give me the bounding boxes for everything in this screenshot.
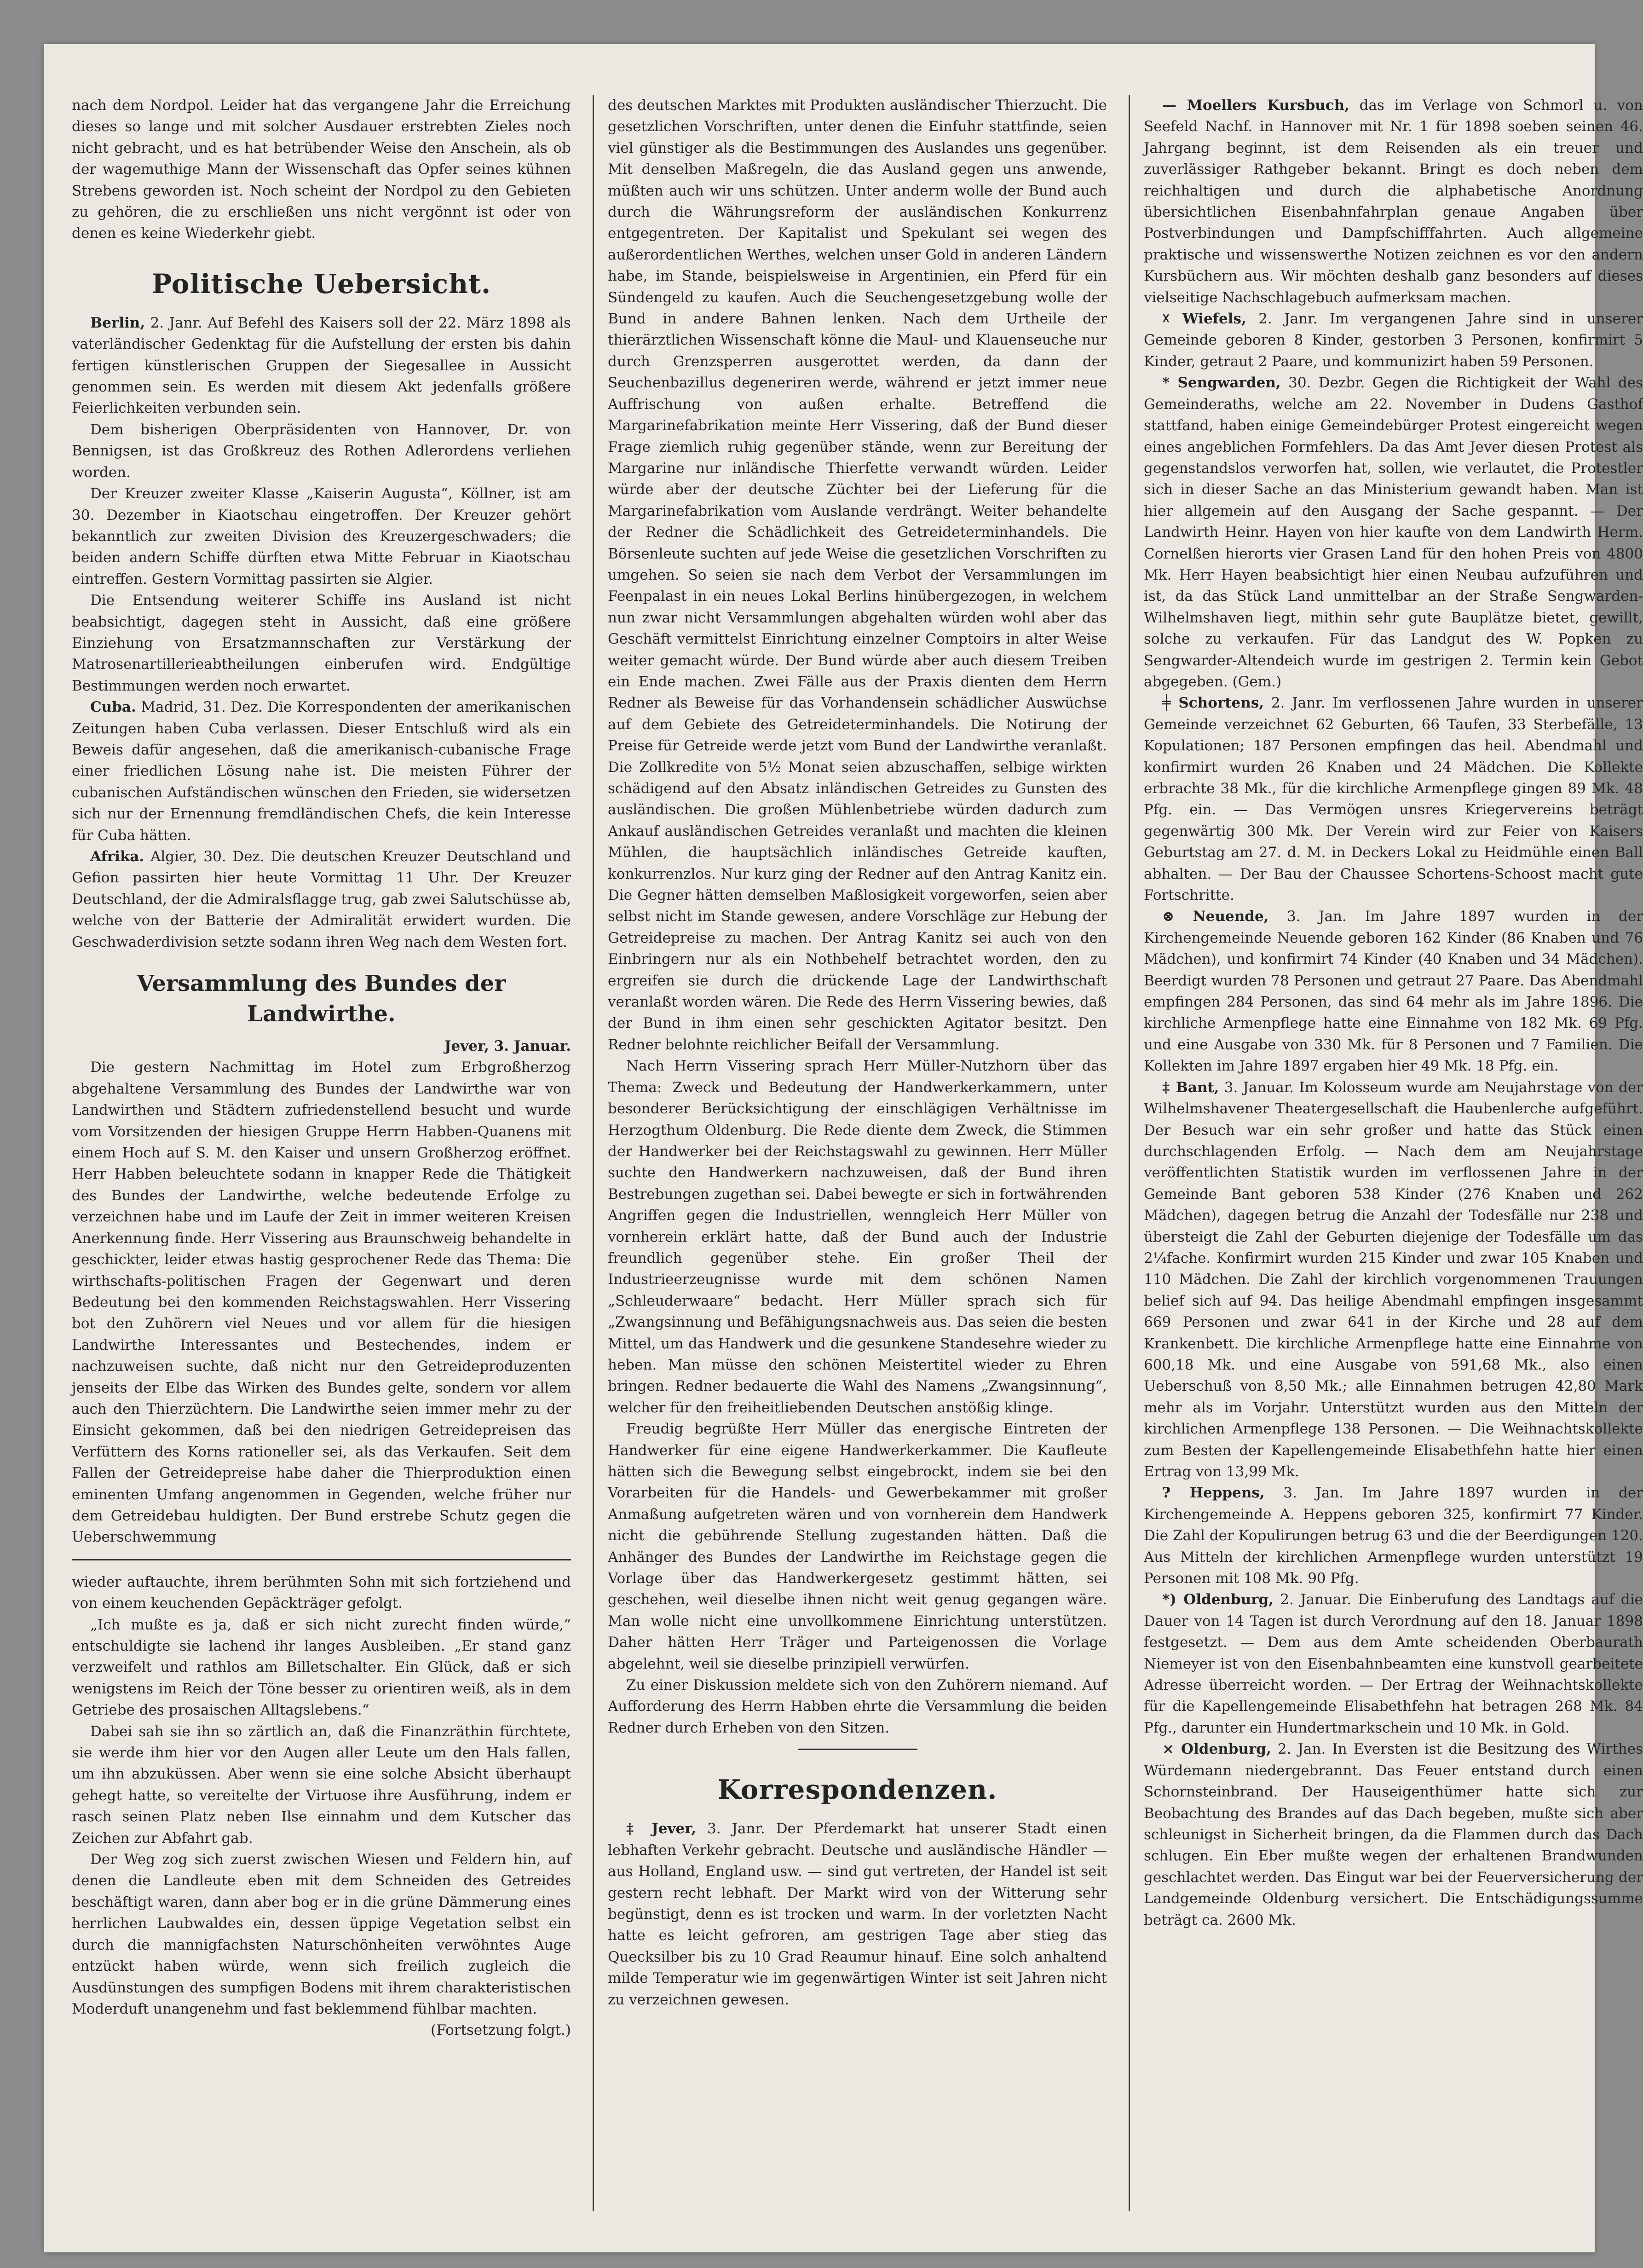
paragraph xyxy=(1144,308,1643,372)
paragraph-text: 3. Janr. Der Pferdemarkt hat unserer Stadt einen lebhaften Verkehr gebracht. Deutsche und ausländische Händler — aus Holland, England usw. — sind gut vertreten, der Handel ist seit gestern recht lebhaft. Der Markt wird von der Witterung sehr begünstigt, denn es ist trocken und warm. In der vorletzten Nacht hatte es leicht gefroren, am gestrigen Tage aber stieg das Quecksilber bis zu 10 Grad Reaumur hinauf. Eine solch anhaltend milde Temperatur wie im gegenwärtigen Winter ist seit Jahren nicht zu verzeichnen gewesen. xyxy=(608,1820,1107,2008)
paragraph: Nach Herrn Vissering sprach Herr Müller-Nutzhorn über das Thema: Zweck und Bedeutung der Handwerkerkammern, unter besonderer Berücksichtigung der einschlägigen Verhältnisse im Herzogthum Oldenburg. Die Rede diente dem Zweck, die Stimmen der Handwerker bei der Reichstagswahl zu gewinnen. Herr Müller suchte den Handwerkern nachzuweisen, daß der Bund ihren Bestrebungen zugethan sei. Dabei bewegte er sich in fortwährenden Angriffen gegen die Industriellen, wenngleich Herr Müller von vornherein erklärt hatte, daß der Bund auch der Industrie freundlich gegenüber stehe. Ein großer Theil der Industrieerzeugnisse wurde mit dem schönen Namen „Schleuderwaare“ bedacht. Herr Müller sprach sich für „Zwangsinnung und Befähigungsnachweis aus. Das seien die besten Mittel, um das Handwerk und die gesunkene Standesehre wieder zu heben. Man müsse den schönen Meistertitel wieder zu Ehren bringen. Redner bedauerte die Wahl des Namens „Zwangsinnung“, welcher für den freiheitliebenden Deutschen anstößig klinge. xyxy=(608,1058,1107,1416)
paragraph-text: 2. Januar. Die Einberufung des Landtags auf die Dauer von 14 Tagen ist durch Verordnung auf den 18. Januar 1898 festgesetzt. — Dem aus dem Amte scheidenden Oberbaurath Niemeyer ist von den Eisenbahnbeamten eine kunstvoll gearbeitete Adresse überreicht worden. — Der Ertrag der Weihnachtskollekte für die Kapellengemeinde Elisabethfehn hat betragen 268 Mk. 84 Pfg., darunter ein Hundertmarkschein und 10 Mk. in Gold. xyxy=(1144,1591,1643,1736)
dateline: Jever, 3. Januar. xyxy=(444,1038,571,1055)
paragraph: Freudig begrüßte Herr Müller das energische Eintreten der Handwerker für eine eigene Handwerkerkammer. Die Kaufleute hätten sich die Bewegung selbst eingebrockt, indem sie bei den Vorarbeiten für die Handels- und Gewerbekammer mit großer Anmaßung aufgetreten wären und von vornherein dem Handwerk nicht die gebührende Stellung zugestanden hätten. Daß die Anhänger des Bundes der Landwirthe im Reichstage gegen die Vorlage über das Handwerkergesetz gestimmt hätten, sei geschehen, weil dieselbe ihnen nicht weit genug gegangen wäre. Man wolle nicht eine unvollkommene Einrichtung unterstützen. Daher hätten Herr Träger und Parteigenossen die Vorlage abgelehnt, weil sie dieselbe prinzipiell verwürfen. xyxy=(608,1421,1107,1672)
paragraph-text: Algier, 30. Dez. Die deutschen Kreuzer Deutschland und Gefion passirten hier heute Vormittag 11 Uhr. Der Kreuzer Deutschland, der die Admiralsflagge trug, gab zwei Salutschüsse ab, welche von der Batterie der Admiralität erwidert wurden. Die Geschwaderdivision setzte sodann ihren Weg nach dem Westen fort. xyxy=(72,848,571,950)
paragraph-text: 2. Janr. Im vergangenen Jahre sind in unserer Gemeinde geboren 8 Kinder, gestorben 3 Personen, konfirmirt 5 Kinder, getraut 2 Paare, und kommunizirt haben 59 Personen. xyxy=(1144,311,1643,370)
place-head: Afrika. xyxy=(90,848,144,865)
place-head: Cuba. xyxy=(90,699,136,716)
newspaper-page xyxy=(44,44,1643,2252)
place-head: — Moellers Kursbuch, xyxy=(1162,97,1349,114)
feuilleton-paragraph: wieder auftauchte, ihrem berühmten Sohn mit sich fortziehend und von einem keuchenden Gepäckträger gefolgt. xyxy=(72,1573,571,1612)
place-head: Berlin, xyxy=(90,314,145,331)
paragraph xyxy=(72,697,571,846)
paragraph: des deutschen Marktes mit Produkten ausländischer Thierzucht. Die gesetzlichen Vorschriften, unter denen die Einfuhr stattfinde, seien viel günstiger als die Bestimmungen des Auslandes uns gegenüber. Mit denselben Maßregeln, die das Ausland gegen uns anwende, müßten auch wir uns schützen. Unter anderm wolle der Bund auch durch die Währungsreform der ausländischen Konkurrenz entgegentreten. Der Kapitalist und Spekulant sei wegen des außerordentlichen Werthes, welchen unser Gold in anderen Ländern habe, im Stande, beispielsweise in Argentinien, ein Pferd für ein Sündengeld zu kaufen. Auch die Seuchengesetzgebung wolle der Bund in andere Bahnen lenken. Nach dem Urtheile der thierärztlichen Wissenschaft könne die Maul- und Klauenseuche nur durch Grenzsperren ausgerottet werden, da dann der Seuchenbazillus degeneriren werde, während er jetzt immer neue Auffrischung von außen erhalte. Betreffend die Margarinefabrikation meinte Herr Vissering, daß der Bund dieser Frage ziemlich ruhig gegenüber stände, wenn zur Bereitung der Margarine nur inländische Thierfette verwandt würden. Leider würde aber der deutsche Züchter bei der Lieferung für die Margarinefabrikation vom Auslande verdrängt. Weiter behandelte der Redner die Schädlichkeit des Getreideterminhandels. Die Börsenleute suchten auf jede Weise die gesetzlichen Vorschriften zu umgehen. So seien sie nach dem Verbot der Versammlungen im Feenpalast in ein neues Lokal Berlins hinübergezogen, in welchem nun zwar nicht Versammlungen abgehalten würden wohl aber das Geschäft vermittelst Einrichtung einzelner Comptoirs in alter Weise weiter gemacht würde. Der Bund würde aber auch diesem Treiben ein Ende machen. Zwei Fälle aus der Praxis dienten dem Herrn Redner als Beweise für das Vorhandensein schädlicher Auswüchse auf dem Gebiete des Getreideterminhandels. Die Notirung der Preise für Getreide werde jetzt vom Bund der Landwirthe veranlaßt. Die Zollkredite von 5½ Monat seien abzuschaffen, selbige wirkten schädigend auf den Absatz inländischen Getreides zu Gunsten des ausländischen. Die großen Mühlenbetriebe würden dadurch zum Ankauf ausländischen Getreides veranlaßt und machten die kleinen Mühlen, die hauptsächlich inländisches Getreide kauften, konkurrenzlos. Nur kurz ging der Redner auf den Antrag Kanitz ein. Die Gegner hätten demselben Maßlosigkeit vorgeworfen, seien aber selbst nicht im Stande gewesen, andere Vorschläge zur Hebung der Getreidepreise zu machen. Der Antrag Kanitz sei auch von den Einbringern nur als ein Nothbehelf betrachtet worden, den zu ergreifen sie durch die drückende Lage der Landwirthschaft veranlaßt worden wären. Die Rede des Herrn Vissering bewies, daß der Bund in ihm einen sehr geschickten Agitator besitzt. Den Redner belohnte reichlicher Beifall der Versammlung. xyxy=(608,97,1107,1053)
place-head: ⊗ Neuende, xyxy=(1162,908,1269,925)
paragraph: Zu einer Diskussion meldete sich von den Zuhörern niemand. Auf Aufforderung des Herrn Habben ehrte die Versammlung die beiden Redner durch Erheben von den Sitzen. xyxy=(608,1677,1107,1736)
paragraph: Dem bisherigen Oberpräsidenten von Hannover, Dr. von Bennigsen, ist das Großkreuz des Rothen Adlerordens verliehen worden. xyxy=(72,421,571,481)
section-rule xyxy=(798,1749,917,1750)
paragraph: Die Entsendung weiterer Schiffe ins Ausland ist nicht beabsichtigt, dagegen steht in Aussicht, daß eine größere Einziehung von Ersatzmannschaften zur Verstärkung der Matrosenartillerieabtheilungen einberufen wird. Endgültige Bestimmungen werden noch erwartet. xyxy=(72,592,571,694)
place-head: ☓ Wiefels, xyxy=(1162,311,1246,328)
paragraph xyxy=(1144,906,1643,1076)
paragraph xyxy=(1144,1077,1643,1483)
place-head: * Sengwarden, xyxy=(1162,374,1281,391)
paragraph-text: 2. Janr. Auf Befehl des Kaisers soll der 22. März 1898 als vaterländischer Gedenktag für die Aufstellung der ersten bis dahin fertigen künstlerischen Gruppen der Siegesallee in Aussicht genommen sein. Es werden mit diesem Akt jedenfalls größere Feierlichkeiten verbunden sein. xyxy=(72,314,571,417)
place-head: *) Oldenburg, xyxy=(1162,1591,1274,1608)
place-head: ‡ Bant, xyxy=(1162,1079,1219,1096)
paragraph-text: 3. Jan. Im Jahre 1897 wurden in der Kirchengemeinde A. Heppens geboren 325, konfirmirt 77 Kinder. Die Zahl der Kopulirungen betrug 63 und die der Beerdigungen 120. Aus Mitteln der kirchlichen Armenpflege wurden unterstützt 19 Personen mit 108 Mk. 90 Pfg. xyxy=(1144,1485,1643,1587)
paragraph-text: 3. Jan. Im Jahre 1897 wurden in der Kirchengemeinde Neuende geboren 162 Kinder (86 Knaben und 76 Mädchen), und konfirmirt 74 Kinder (40 Knaben und 34 Mädchen). Beerdigt wurden 78 Personen und getraut 27 Paare. Das Abendmahl empfingen 284 Personen, das sind 64 mehr als im Jahre 1896. Die kirchliche Armenpflege hatte eine Einnahme von 182 Mk. 69 Pfg. und eine Ausgabe von 330 Mk. für 8 Personen und 7 Familien. Die Kollekten im Jahre 1897 ergaben hier 49 Mk. 18 Pfg. ein. xyxy=(1144,908,1643,1075)
article-continuation: nach dem Nordpol. Leider hat das vergangene Jahr die Erreichung dieses so lange und mit solcher Ausdauer erstrebten Zieles noch nicht gebracht, und es hat betrübender Weise den Anschein, als ob der wagemuthige Mann der Wissenschaft das Opfer seines kühnen Strebens geworden ist. Noch scheint der Nordpol zu den Gebieten zu gehören, die zu erschließen uns nicht vergönnt ist oder von denen es keine Wiederkehr giebt. xyxy=(72,97,571,242)
paragraph-text: 2. Janr. Im verflossenen Jahre wurden in unserer Gemeinde verzeichnet 62 Geburten, 66 Taufen, 33 Sterbefälle, 13 Kopulationen; 187 Personen empfingen das heil. Abendmahl und konfirmirt wurden 26 Knaben und 24 Mädchen. Die Kollekte erbrachte 38 Mk., für die kirchliche Armenpflege gingen 89 Mk. 48 Pfg. ein. — Das Vermögen unsres Kriegervereins beträgt gegenwärtig 300 Mk. Der Verein wird zur Feier von Kaisers Geburtstag am 27. d. M. in Deckers Lokal zu Heidmühle einen Ball abhalten. — Der Bau der Chaussee Schortens-Schoost macht gute Fortschritte. xyxy=(1144,695,1643,904)
paragraph xyxy=(1144,95,1643,308)
paragraph-text: 2. Jan. In Eversten ist die Besitzung des Wirthes Würdemann niedergebrannt. Das Feuer entstand durch einen Schornsteinbrand. Der Hauseigenthümer hatte sich zur Beobachtung des Brandes auf das Dach begeben, mußte sich aber schleunigst in Sicherheit bringen, da die Flammen durch das Dach schlugen. Ein Eber mußte wegen der erhaltenen Brandwunden geschlachtet werden. Das Eingut war bei der Feuerversicherung der Landgemeinde Oldenburg versichert. Die Entschädigungssumme beträgt ca. 2600 Mk. xyxy=(1144,1741,1643,1928)
paragraph: Die gestern Nachmittag im Hotel zum Erbgroßherzog abgehaltene Versammlung des Bundes der Landwirthe war von Landwirthen und Städtern zufriedenstellend besucht und wurde vom Vorsitzenden der hiesigen Gruppe Herrn Habben-Quanens mit einem Hoch auf S. M. den Kaiser und unsern Großherzog eröffnet. Herr Habben beleuchtete sodann in knapper Rede die Thätigkeit des Bundes der Landwirthe, welche bedeutende Erfolge zu verzeichnen habe und im Laufe der Zeit in immer weiteren Kreisen Anerkennung finde. Herr Vissering aus Braunschweig behandelte in geschickter, leider etwas hastig gesprochener Rede das Thema: Die wirthschafts-politischen Fragen der Gegenwart und deren Bedeutung bei den kommenden Reichstagswahlen. Herr Vissering bot den Zuhörern viel Neues und vor allem für die hiesigen Landwirthe Interessantes und Bestechendes, indem er nachzuweisen suchte, daß nicht nur den Getreideproduzenten jenseits der Elbe das Wirken des Bundes gelte, sondern vor allem auch den Thierzüchtern. Die Landwirthe seien immer mehr zu der Einsicht gekommen, daß bei den niedrigen Getreidepreisen das Verfüttern des Korns rationeller sei, als das Verkaufen. Seit dem Fallen der Getreidepreise habe daher die Thierproduktion einen eminenten Umfang angenommen in Gegenden, welche früher nur dem Getreidebau huldigten. Der Bund erstrebe Schutz gegen die Ueberschwemmung xyxy=(72,1059,571,1546)
paragraph-text: das im Verlage von Schmorl u. von Seefeld Nachf. in Hannover mit Nr. 1 für 1898 soeben seinen 46. Jahrgang beginnt, ist dem Reisenden als ein treuer und zuverlässiger Rathgeber bekannt. Bringt es doch neben dem reichhaltigen und durch die alphabetische Anordnung übersichtlichen Eisenbahnfahrplan genaue Angaben über Postverbindungen und Dampfschifffahrten. Auch allgemeine praktische und wissenswerthe Notizen zeichnen es vor den andern Kursbüchern aus. Wir möchten deshalb ganz besonders auf dieses vielseitige Nachschlagebuch aufmerksam machen. xyxy=(1144,97,1643,306)
column-rule xyxy=(593,95,594,2211)
paragraph-text: 3. Januar. Im Kolosseum wurde am Neujahrstage von der Wilhelmshavener Theatergesellschaft die Haubenlerche aufgeführt. Der Besuch war ein sehr großer und hatte das Stück einen durchschlagenden Erfolg. — Nach dem am Neujahrstage veröffentlichten Statistik wurden im verflossenen Jahre in der Gemeinde Bant geboren 538 Kinder (276 Knaben und 262 Mädchen), dagegen betrug die Anzahl der Todesfälle nur 238 und übersteigt die Zahl der Geburten diejenige der Todesfälle um das 2¼fache. Konfirmirt wurden 215 Kinder und zwar 105 Knaben und 110 Mädchen. Die Zahl der kirchlich vorgenommenen Trauungen belief sich auf 94. Das heilige Abendmahl empfingen insgesammt 669 Personen und zwar 641 in der Kirche und 28 auf dem Krankenbett. Die kirchliche Armenpflege hatte eine Einnahme von 600,18 Mk. und eine Ausgabe von 591,68 Mk., also einen Ueberschuß von 8,50 Mk.; alle Einnahmen betrugen 42,80 Mark mehr als im Vorjahr. Unterstützt wurden aus den Mitteln der kirchlichen Armenpflege 138 Personen. — Die Weihnachtskollekte zum Besten der Kapellengemeinde Elisabethfehn hatte hier einen Ertrag von 13,99 Mk. xyxy=(1144,1079,1643,1480)
paragraph-text: 30. Dezbr. Gegen die Richtigkeit der Wahl des Gemeinderaths, welche am 22. November in Dudens Gasthof stattfand, haben einige Gemeindebürger Protest eingereicht wegen eines angeblichen Formfehlers. Da das Amt Jever diesen Protest als gegenstandslos verworfen hat, sollen, wie verlautet, die Protestler sich in dieser Sache an das Ministerium gewandt haben. Man ist hier allgemein auf den Ausgang der Sache gespannt. — Der Landwirth Heinr. Hayen von hier kaufte von dem Landwirth Herm. Cornelßen hierorts vier Grasen Land für den hohen Preis von 4800 Mk. Herr Hayen beabsichtigt hier einen Neubau aufzuführen und ist, da das Stück Land unmittelbar an der Straße Sengwarden-Wilhelmshaven liegt, mithin sehr gute Bauplätze bietet, gewillt, solche zu verkaufen. Für das Landgut des W. Popken zu Sengwarder-Altendeich wurde im gestrigen 2. Termin kein Gebot abgegeben. (Gem.) xyxy=(1144,374,1643,690)
feuilleton-rule xyxy=(72,1559,571,1560)
feuilleton-paragraph: Dabei sah sie ihn so zärtlich an, daß die Finanzräthin fürchtete, sie werde ihm hier vor den Augen aller Leute um den Hals fallen, um ihn abzuküssen. Aber wenn sie eine solche Absicht überhaupt gehegt hatte, so vereitelte der Virtuose ihre Ausführung, indem er rasch seinen Platz neben Ilse einnahm und dem Kutscher das Zeichen zur Abfahrt gab. xyxy=(72,1723,571,1847)
continuation-note: (Fortsetzung folgt.) xyxy=(431,2022,571,2039)
paragraph xyxy=(1144,372,1643,692)
paragraph xyxy=(608,1818,1107,2010)
section-heading: Versammlung des Bundes der Landwirthe. xyxy=(137,971,506,1027)
column-1 xyxy=(72,95,571,2216)
feuilleton-paragraph: „Ich mußte es ja, daß er sich nicht zurecht finden würde,“ entschuldigte sie lachend ihr langes Ausbleiben. „Er stand ganz verzweifelt und rathlos am Billetschalter. Ein Glück, daß er sich wenigstens im Reich der Töne besser zu orientiren weiß, als in dem Getriebe des prosaischen Alltagslebens.“ xyxy=(72,1616,571,1719)
paragraph xyxy=(1144,692,1643,906)
column-2 xyxy=(608,95,1107,2216)
paragraph xyxy=(1144,1482,1643,1589)
feuilleton-paragraph: Der Weg zog sich zuerst zwischen Wiesen und Feldern hin, auf denen die Landleute eben mit dem Schneiden des Getreides beschäftigt waren, dann aber bog er in die grüne Dämmerung eines herrlichen Laubwaldes ein, dessen üppige Vegetation selbst ein durch die mannigfachsten Naturschönheiten verwöhntes Auge entzückt haben würde, wenn sich freilich zugleich die Ausdünstungen des sumpfigen Bodens mit ihrem charakteristischen Moderduft unangenehm und fast beklemmend fühlbar machten. xyxy=(72,1851,571,2017)
column-3 xyxy=(1144,95,1643,2216)
column-rule xyxy=(1129,95,1130,2211)
place-head: ⨯ Oldenburg, xyxy=(1162,1741,1271,1758)
section-heading: Politische Uebersicht. xyxy=(151,268,491,299)
paragraph xyxy=(72,312,571,419)
section-heading: Korrespondenzen. xyxy=(717,1774,997,1806)
paragraph-text: Madrid, 31. Dez. Die Korrespondenten der amerikanischen Zeitungen haben Cuba verlassen. Dieser Entschluß wird als ein Beweis dafür angesehen, daß die amerikanisch-cubanische Frage einer friedlichen Lösung nahe ist. Die meisten Führer der cubanischen Aufständischen wünschen den Frieden, sie widersetzen sich nur der Ernennung fremdländischen Chefs, die kein Interesse für Cuba hätten. xyxy=(72,699,571,844)
paragraph xyxy=(1144,1738,1643,1931)
paragraph xyxy=(1144,1589,1643,1738)
place-head: ‡ Jever, xyxy=(626,1820,697,1837)
paragraph xyxy=(72,846,571,953)
place-head: ╪ Schortens, xyxy=(1162,695,1264,712)
paragraph: Der Kreuzer zweiter Klasse „Kaiserin Augusta“, Köllner, ist am 30. Dezember in Kiaotschau eingetroffen. Der Kreuzer gehört bekanntlich zur zweiten Division des Kreuzergeschwaders; die beiden andern Schiffe dürften etwa Mitte Februar in Kiaotschau eintreffen. Gestern Vormittag passirten sie Algier. xyxy=(72,485,571,587)
place-head: ? Heppens, xyxy=(1162,1485,1265,1502)
